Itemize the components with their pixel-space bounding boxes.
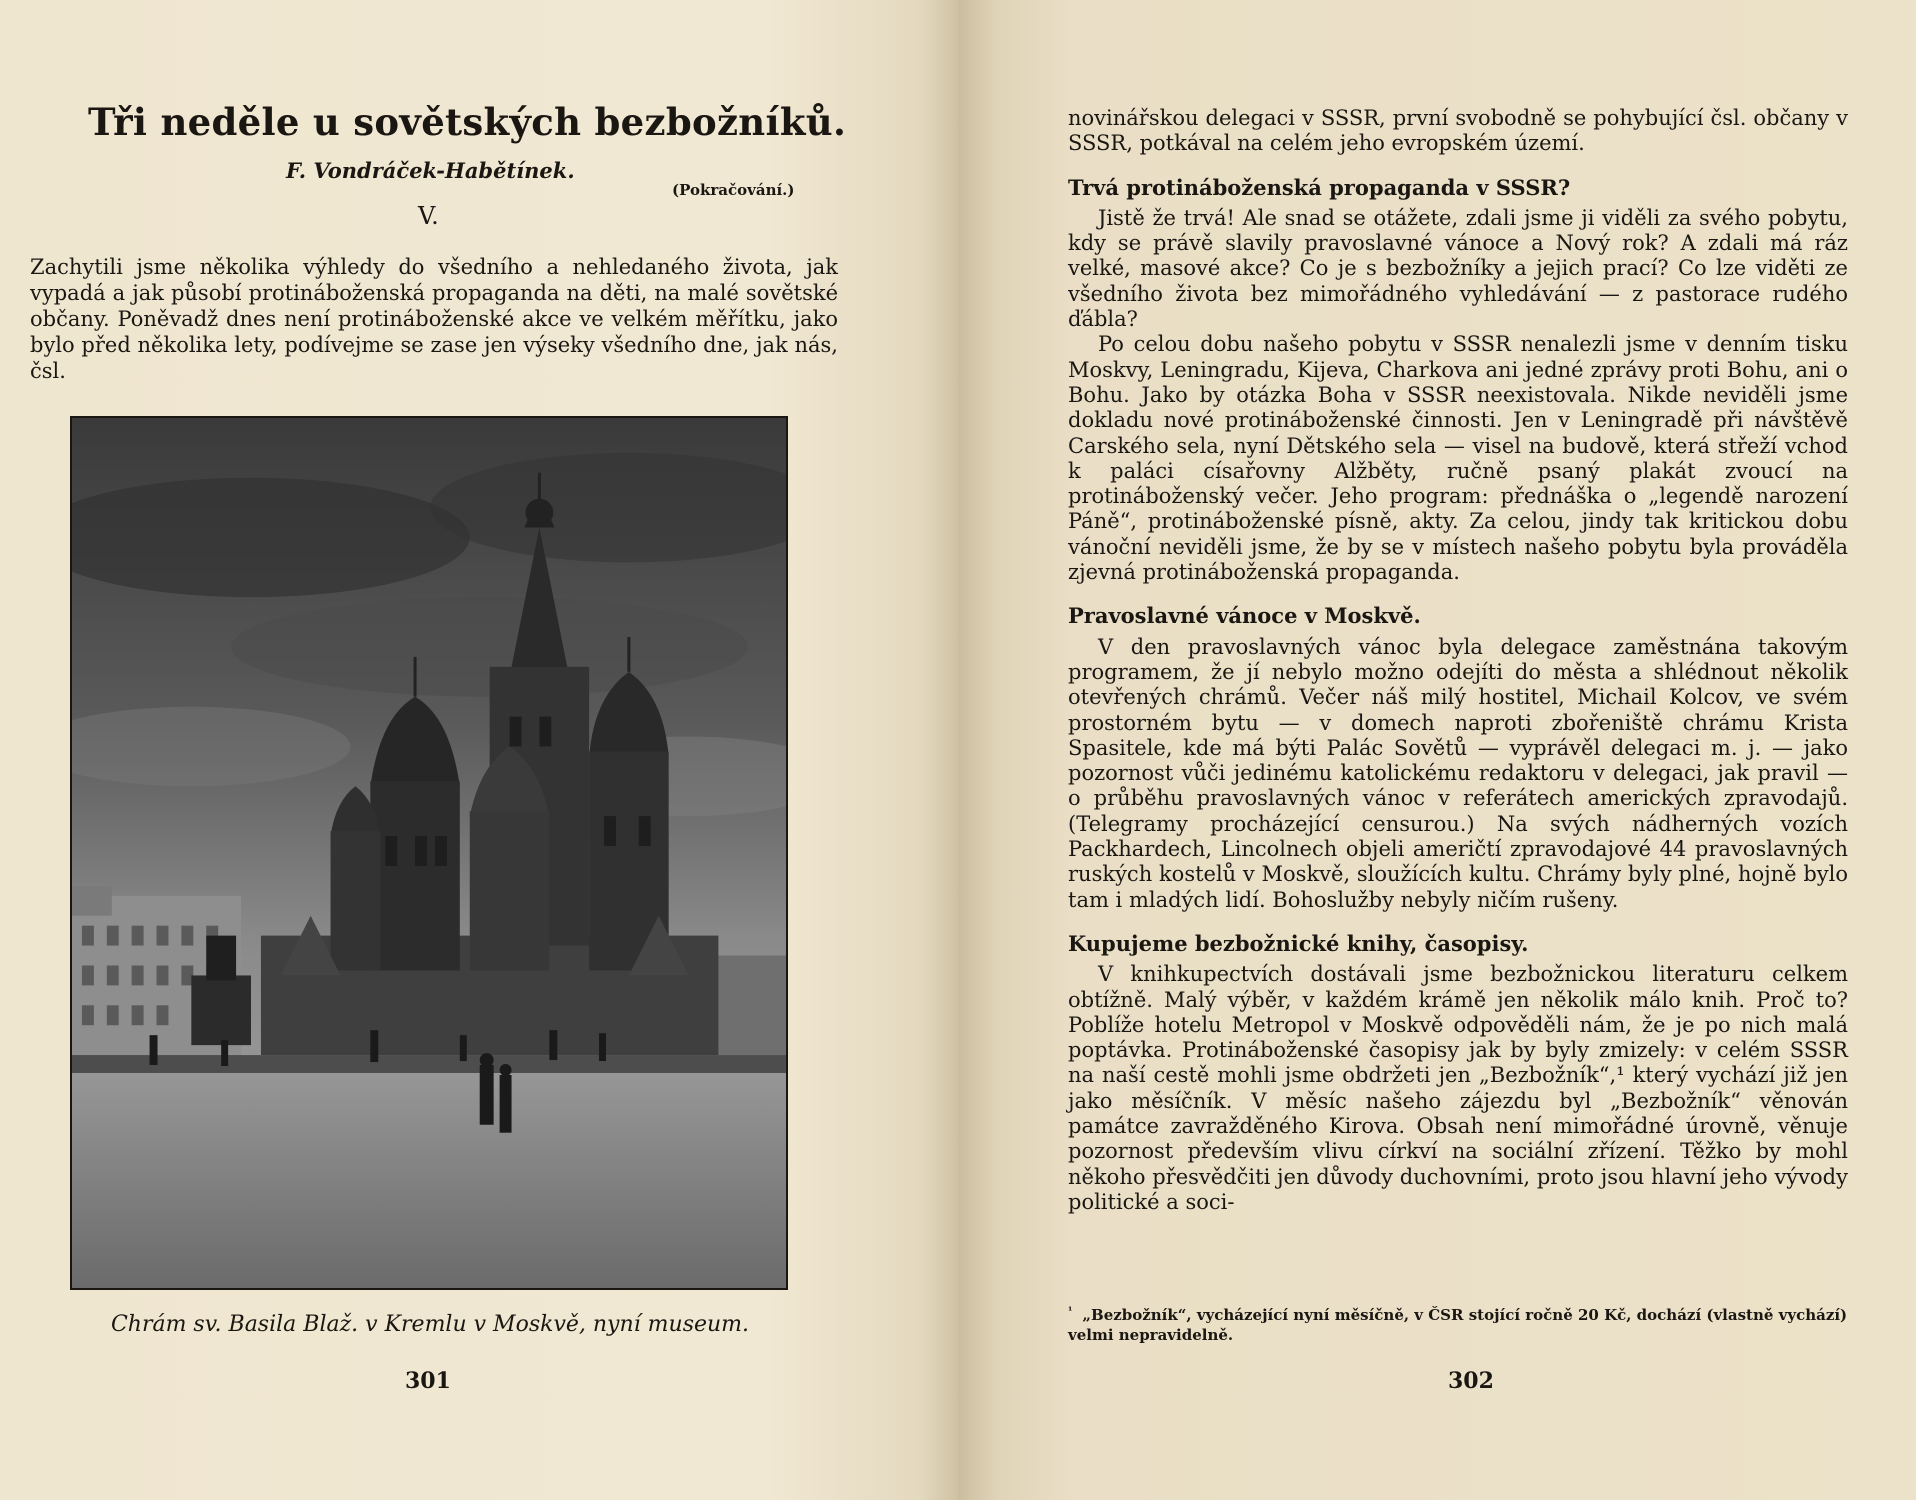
intro-paragraph: Zachytili jsme několika výhledy do všedního a nehledaného života, jak vypadá a jak působí protináboženská propaganda na děti, na malé sovětské občany. Poněvadž dnes není protináboženské akce ve velkém měřítku, jako bylo před několika lety, podívejme se zase jen výseky všedního dne, jak nás, čsl.: [30, 255, 838, 383]
article-author: F. Vondráček-Habětínek.: [286, 158, 575, 183]
right-page: [958, 0, 1916, 1500]
paragraph-books: V knihkupectvích dostávali jsme bezbožnickou literaturu celkem obtížně. Malý výběr, v každém krámě jen několik málo knih. Proč to? Poblíže hotelu Metropol v Moskvě odpověděli nám, že je po nich malá poptávka. Protináboženské časopisy jak by byly zmizely: v celém SSSR na naší cestě mohli jsme obdržeti jen „Bezbožník“,¹ který vychází již jen jako měsíčník. V měsíc našeho zájezdu byl „Bezbožník“ věnován památce zavražděného Kirova. Obsah není mimořádné úrovně, věnuje pozornost především vlivu církví na sociální zřízení. Těžko by mohl někoho přesvědčiti jen důvody duchovními, proto jsou hlavní jeho vývody politické a soci-: [1068, 962, 1848, 1214]
paragraph-christmas: V den pravoslavných vánoc byla delegace zaměstnána takovým programem, že jí nebylo možno odejíti do města a shlédnout několik otevřených chrámů. Večer náš milý hostitel, Michail Kolcov, ve svém prostorném bytu — v domech naproti zbořeniště chrámu Krista Spasitele, kde má býti Palác Sovětů — vyprávěl delegaci m. j. — jako pozornost vůči jedinému katolickému redaktoru v delegaci, jak pravil — o průběhu pravoslavných vánoc v referátech amerických zpravodajů. (Telegramy procházející censurou.) Na svých nádherných vozích Packhardech, Lincolnech objeli američtí zpravodajové 44 pravoslavných ruských kostelů v Moskvě, sloužících kultu. Chrámy byly plné, hojně bylo tam i mladých lidí. Bohoslužby nebyly ničím rušeny.: [1068, 634, 1848, 912]
continued-note: (Pokračování.): [672, 181, 795, 199]
paragraph-propaganda: Jistě že trvá! Ale snad se otážete, zdali jsme ji viděli za svého pobytu, kdy se právě slavily pravoslavné vánoce a Nový rok? A zdali má ráz velké, masové akce? Co je s bezbožníky a jejich prací? Co lze viděti ze všedního života bez mimořádného vyhledávání — z pastorace rudého ďábla?: [1068, 205, 1848, 332]
cathedral-photo: [70, 416, 788, 1290]
footnote: [1068, 1302, 1848, 1345]
footnote-text: „Bezbožník“, vycházející nyní měsíčně, v ČSR stojící ročně 20 Kč, dochází (vlastně vychází) velmi nepravidelně.: [1068, 1306, 1848, 1344]
footnote-mark: ¹: [1068, 1306, 1073, 1317]
page-number-left: 301: [405, 1368, 451, 1394]
heading-propaganda: Trvá protináboženská propaganda v SSSR?: [1068, 174, 1571, 200]
cathedral-photo-image: [72, 418, 786, 1288]
page-number-right: 302: [1448, 1368, 1494, 1394]
continuation-paragraph: novinářskou delegaci v SSSR, první svobodně se pohybující čsl. občany v SSSR, potkával na celém jeho evropském území.: [1068, 106, 1848, 156]
right-column: [1068, 106, 1848, 1215]
section-number: V.: [418, 202, 439, 230]
article-title: Tři neděle u sovětských bezbožníků.: [88, 100, 847, 144]
paragraph-press: Po celou dobu našeho pobytu v SSSR nenalezli jsme v denním tisku Moskvy, Leningradu, Kijeva, Charkova ani jedné zprávy proti Bohu, ani o Bohu. Jako by otázka Boha v SSSR neexistovala. Nikde neviděli jsme dokladu nové protináboženské činnosti. Jen v Leningradě při návštěvě Carského sela, nyní Dětského sela — visel na budově, která střeží vchod k paláci císařovny Alžběty, ručně psaný plakát zvoucí na protináboženský večer. Jeho program: přednáška o „legendě narození Páně“, protináboženské písně, akty. Za celou, jindy tak kritickou dobu vánoční neviděli jsme, že by se v místech našeho pobytu byla prováděla zjevná protináboženská propaganda.: [1068, 332, 1848, 585]
heading-books: Kupujeme bezbožnické knihy, časopisy.: [1068, 930, 1529, 956]
heading-christmas: Pravoslavné vánoce v Moskvě.: [1068, 603, 1421, 629]
photo-caption: Chrám sv. Basila Blaž. v Kremlu v Moskvě, nyní museum.: [110, 1312, 750, 1337]
